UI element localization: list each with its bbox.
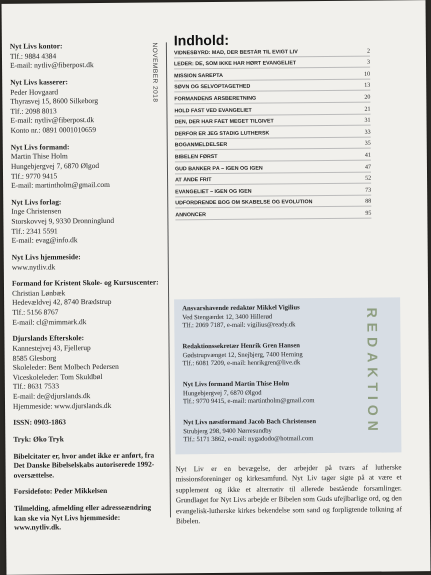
- toc-heading: Indhold:: [173, 31, 230, 49]
- toc-item: [175, 207, 371, 220]
- toc-item-page: 31: [364, 117, 371, 124]
- school-phone: Tlf.: 5156 8767: [12, 307, 59, 317]
- treasurer-address: Thyrasvej 15, 8600 Silkeborg: [10, 96, 99, 106]
- school-address: Hedevældvej 42, 8740 Brædstrup: [12, 297, 112, 308]
- office-title: Nyt Livs kontor:: [9, 41, 63, 51]
- chairman-phone: Tlf.: 9770 9415: [10, 170, 58, 181]
- chairman-title: Nyt Livs formand:: [10, 141, 70, 152]
- website-title: Nyt Livs hjemmeside:: [11, 252, 81, 262]
- treasurer-phone: Tlf.: 2098 8013: [10, 106, 57, 116]
- toc-item-title: MISSION SAREPTA: [174, 72, 223, 80]
- editorial-vice-chairman: Nyt Livs næstformand Jacob Bach Christensen Strubjerg 298, 9400 Nørresundby Tlf.: 5171 3862, e-mail: nygadodo@hotmail.com: [183, 418, 317, 444]
- magazine-page: [2, 0, 431, 575]
- editorial-secretary: Redaktionssekretær Henrik Gren Hansen Gødstrupvænget 12, Snejbjerg, 7400 Herning Tlf.: 6081 7209, e-mail: henrikgren@live.dk: [182, 342, 303, 368]
- toc-item-page: 13: [364, 83, 371, 90]
- toc-item-title: AT ÅNDE FRIT: [175, 177, 212, 184]
- publisher-title: Nyt Livs forlag:: [11, 197, 62, 207]
- toc-item-page: 73: [365, 187, 372, 194]
- publisher-phone: Tlf.: 2341 5591: [11, 226, 58, 236]
- toc-item-page: 20: [364, 94, 371, 101]
- toc-item-title: DERFOR ER JEG STADIG LUTHERSK: [174, 130, 270, 138]
- contact-column: [10, 40, 164, 539]
- toc-item-page: 95: [365, 210, 372, 217]
- table-of-contents: [174, 45, 372, 221]
- chairman-email: E-mail: martintholm@gmail.com: [11, 180, 110, 190]
- treasurer-email: E-mail: nytliv@fiberpost.dk: [10, 115, 95, 126]
- editor-in-chief: Ansvarshavende redaktør Mikkel Vigilius Ved Stengærdet 12, 3400 Hillerød Tlf.: 2069 7187, e-mail: vigilius@ready.dk: [182, 304, 300, 330]
- about-paragraph: Nyt Liv er en bevægelse, der arbejder på tværs af lutherske missionsforeninger og kirkesamfund. Nyt Liv tager sigte på at være et supplement og ikke et alternativ til allerede bestående forsamlinger. Grundlaget for Nyt Livs arbejde er Bibelen som Guds ufejlbarlige ord, og den evangelisk-lutherske kirkes bekendelse som sand og forpligtende tolkning af Bibelen.: [175, 463, 402, 526]
- print-info: Tryk: Øko Tryk: [13, 434, 64, 444]
- toc-item-page: 47: [364, 164, 371, 171]
- toc-item-page: 2: [366, 48, 370, 55]
- school-email: E-mail: cl@mimmark.dk: [12, 316, 87, 327]
- school-name: Christian Lønbæk: [12, 288, 66, 298]
- publisher-block: [11, 196, 161, 245]
- toc-item-title: SØVN OG SELVOPTAGETHED: [174, 84, 251, 91]
- efterskole-address: Kannestejvej 43, Fjellerup: [12, 342, 91, 353]
- toc-item-page: 33: [364, 129, 371, 136]
- school-block: [12, 278, 162, 327]
- toc-item-page: 52: [365, 175, 372, 182]
- cover-photo-credit: Forsidefoto: Peder Mikkelsen: [13, 486, 108, 497]
- column-divider: [166, 42, 171, 517]
- toc-item-title: GUD BANKER PÅ – IGEN OG IGEN: [174, 165, 263, 172]
- chairman-block: [11, 141, 161, 190]
- editorial-box: [174, 297, 401, 454]
- toc-item-title: FORMANDENS ÅRSBERETNING: [174, 95, 257, 103]
- treasurer-name: Peder Hovgaard: [10, 86, 59, 97]
- issn: ISSN: 0903-1863: [13, 417, 66, 428]
- toc-item-page: 21: [364, 106, 371, 113]
- efterskole-website: Hjemmeside: www.djurslands.dk: [12, 400, 112, 411]
- toc-item-title: EVANGELIET – IGEN OG IGEN: [175, 188, 252, 196]
- toc-item-page: 3: [367, 59, 371, 66]
- issue-month-label: NOVEMBER 2018: [150, 42, 159, 103]
- toc-item-page: 41: [364, 152, 371, 159]
- efterskole-vice-leader: Viceskoleleder: Tom Skuldbøl: [12, 371, 103, 382]
- website-block: [12, 251, 162, 272]
- toc-item-title: DEN, DER HAR FÅET MEGET TILGIVET: [174, 118, 274, 126]
- office-phone: Tlf.: 9884 4384: [9, 51, 57, 61]
- subscription-note: Tilmelding, afmelding eller adresseændring kan ske via Nyt Livs hjemmeside: www.nytliv.dk.: [13, 502, 152, 533]
- toc-item-page: 35: [364, 140, 371, 148]
- toc-item-title: ANNONCER: [175, 211, 207, 219]
- office-block: [10, 40, 160, 70]
- publisher-address: Storskovvej 9, 9330 Dronninglund: [11, 215, 115, 226]
- bible-note: Bibelcitater er, hvor andet ikke er anført, fra Det Danske Bibelselskabs autoriserede 1992-oversættelse.: [13, 450, 155, 480]
- office-email: E-mail: nytliv@fiberpost.dk: [10, 60, 94, 71]
- efterskole-block: [12, 333, 163, 411]
- chairman-name: Martin Thise Holm: [10, 151, 68, 162]
- efterskole-title: Djurslands Efterskole:: [12, 333, 85, 344]
- toc-item-page: 10: [364, 71, 371, 78]
- toc-item-title: BOGANMELDELSER: [174, 142, 228, 149]
- publisher-email: E-mail: evag@info.dk: [11, 235, 78, 246]
- toc-item-title: HOLD FAST VED EVANGELIET: [174, 107, 252, 114]
- toc-item-page: 88: [365, 198, 372, 206]
- treasurer-account: Konto nr.: 0891 0001010659: [10, 125, 97, 135]
- efterskole-city: 8585 Glesborg: [12, 352, 57, 363]
- toc-item-title: UDFORDRENDE BOG OM SKABELSE OG EVOLUTION: [175, 199, 313, 207]
- toc-item-title: LEDER: DE, SOM IKKE HAR HØRT EVANGELIET: [174, 60, 297, 68]
- toc-item-title: VIDNESBYRD: MAD, DER BESTÅR TIL EVIGT LIV: [173, 48, 298, 56]
- efterskole-email: E-mail: de@djurslands.dk: [12, 391, 91, 401]
- editorial-chairman: Nyt Livs formand Martin Thise Holm Hungebjergvej 7, 6870 Ølgod Tlf.: 9770 9415, e-mail: martintholm@gmail.com: [182, 380, 315, 406]
- efterskole-phone: Tlf.: 8631 7533: [12, 381, 60, 392]
- website-link[interactable]: www.nytliv.dk: [11, 261, 56, 272]
- school-title: Formand for Kristent Skole- og Kursuscenter:: [11, 277, 159, 288]
- chairman-address: Hungebjergvej 7, 6870 Ølgod: [10, 160, 100, 171]
- publisher-name: Inge Christensen: [11, 206, 62, 217]
- treasurer-title: Nyt Livs kasserer:: [10, 77, 68, 87]
- toc-item-title: BIBELEN FØRST: [174, 153, 218, 161]
- treasurer-block: [10, 76, 160, 135]
- efterskole-leader: Skoleleder: Bent Molbech Pedersen: [12, 361, 119, 372]
- redaktion-label: REDAKTION: [364, 307, 382, 436]
